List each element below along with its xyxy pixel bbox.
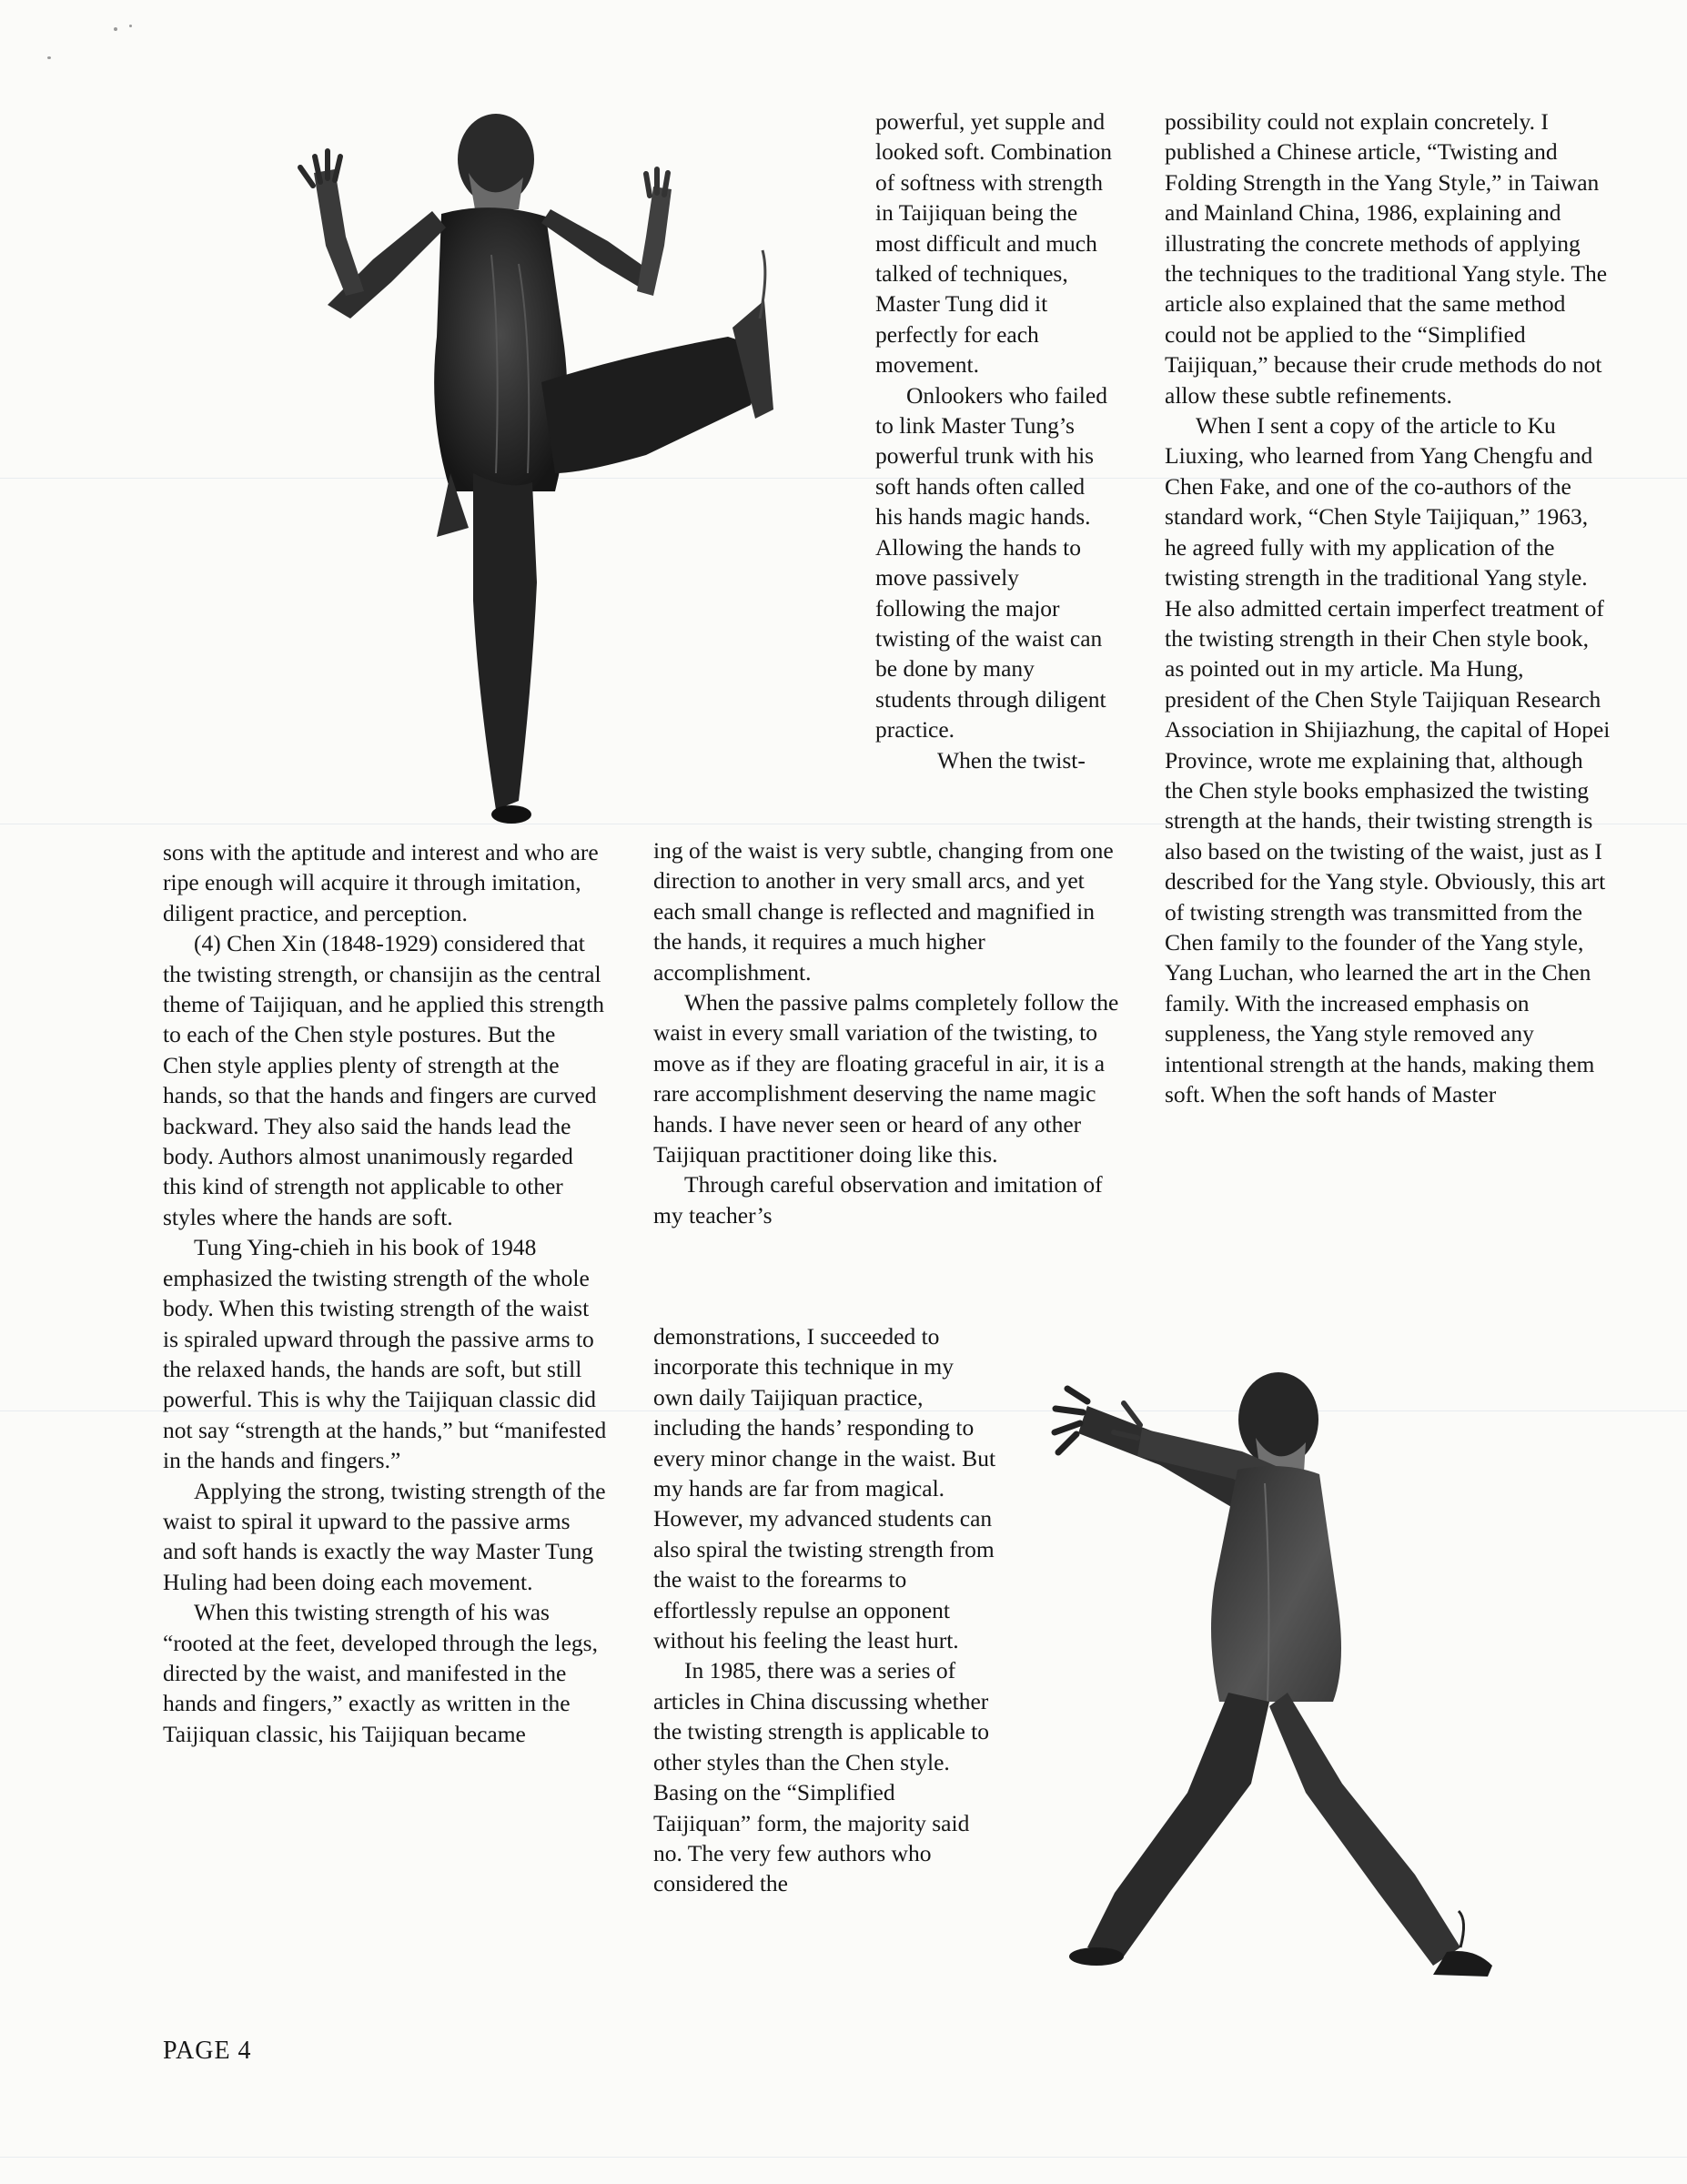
photo-master-tung-kicking [218,109,855,828]
column-1-text [163,837,609,1749]
paragraph: powerful, yet supple and looked soft. Combination of softness with strength in Taijiquan being the most difficult and much talked of techniques, Master Tung did it perfectly for each movement. [875,108,1112,379]
paragraph: Applying the strong, twisting strength of the waist to spiral it upward to the passive arms and soft hands is exactly the way Master Tung Huling had been doing each movement. [163,1477,606,1595]
page-number: PAGE 4 [163,2037,252,2065]
paragraph: demonstrations, I succeeded to incorporate this technique in my own daily Taijiquan practice, including the hands’ responding to every minor change in the waist. But my hands are far from magical. However, my advanced students can also spiral the twisting strength from the waist to the forearms to effortlessly repulse an opponent without his feeling the least hurt. [653,1323,996,1654]
scan-speck [47,56,51,59]
paragraph: When I sent a copy of the article to Ku Liuxing, who learned from Yang Chengfu and Chen Fake, and one of the co-authors of the standard work, “Chen Style Taijiquan,” 1963, he agreed fully with my application of the twisting strength in the traditional Yang style. He also admitted certain imperfect treatment of the twisting strength in their Chen style book, as pointed out in my article. Ma Hung, president of the Chen Style Taijiquan Research Association in Shijiazhung, the capital of Hopei Province, wrote me explaining that, although the Chen style books emphasized the twisting strength at the hands, their twisting strength is also based on the twisting of the waist, just as I described for the Yang style. Obviously, this art of twisting strength was transmitted from the Chen family to the founder of the Yang style, Yang Luchan, who learned the art in the Chen family. With the increased emphasis on suppleness, the Yang style removed any intentional strength at the hands, making them soft. When the soft hands of Master [1165,412,1611,1107]
paragraph: Tung Ying-chieh in his book of 1948 emphasized the twisting strength of the whole body. When this twisting strength of the waist is spiraled upward through the passive arms to the relaxed hands, the hands are soft, but still powerful. This is why the Taijiquan classic did not say “strength at the hands,” but “manifested in the hands and fingers.” [163,1234,607,1474]
scan-speck [129,25,132,27]
column-2-top-text [875,106,1114,775]
paragraph: Through careful observation and imitation of my teacher’s [653,1171,1103,1228]
column-2-middle-text [653,835,1122,1230]
paragraph: When the twist- [937,746,1086,774]
scan-speck [114,27,117,31]
paragraph: When the passive palms completely follow the waist in every small variation of the twisting, to move as if they are floating graceful in air, it is a rare accomplishment deserving the name magic hands. I have never seen or heard of any other Taijiquan practitioner doing like this. [653,989,1119,1168]
paragraph: possibility could not explain concretely. I published a Chinese article, “Twisting and Folding Strength in the Yang Style,” in Taiwan and Mainland China, 1986, explaining and illustrating the concrete methods of applying the techniques to the traditional Yang style. The article also explained that the same method could not be applied to the “Simplified Taijiquan,” because their crude methods do not allow these subtle refinements. [1165,108,1608,409]
paragraph: (4) Chen Xin (1848-1929) considered that the twisting strength, or chansijin as the central theme of Taijiquan, and he applied this strength to each of the Chen style postures. But the Chen style applies plenty of strength at the hands, so that the hands and fingers are curved backward. They also said the hands lead the body. Authors almost unanimously regarded this kind of strength not applicable to other styles where the hands are soft. [163,930,604,1230]
paragraph: When this twisting strength of his was “rooted at the feet, developed through the legs, directed by the waist, and manifested in the hands and fingers,” exactly as written in the Taijiquan classic, his Taijiquan became [163,1599,598,1747]
photo-master-tung-stance [1033,1365,1597,2020]
paragraph: Onlookers who failed to link Master Tung’s powerful trunk with his soft hands often called his hands magic hands. Allowing the hands to move passively following the major twisting of the waist can be done by many students through diligent practice. [875,381,1107,743]
column-2-bottom-text [653,1321,997,1899]
paragraph: ing of the waist is very subtle, changing from one direction to another in very small arcs, and yet each small change is reflected and magnified in the hands, it requires a much higher accomplishment. [653,837,1114,986]
paragraph: In 1985, there was a series of articles in China discussing whether the twisting strength is applicable to other styles than the Chen style. Basing on the “Simplified Taijiquan” form, the majority said no. The very few authors who considered the [653,1657,989,1897]
scan-line [0,2157,1687,2158]
paragraph: sons with the aptitude and interest and who are ripe enough will acquire it through imitation, diligent practice, and perception. [163,839,599,926]
column-3-text [1165,106,1611,1109]
